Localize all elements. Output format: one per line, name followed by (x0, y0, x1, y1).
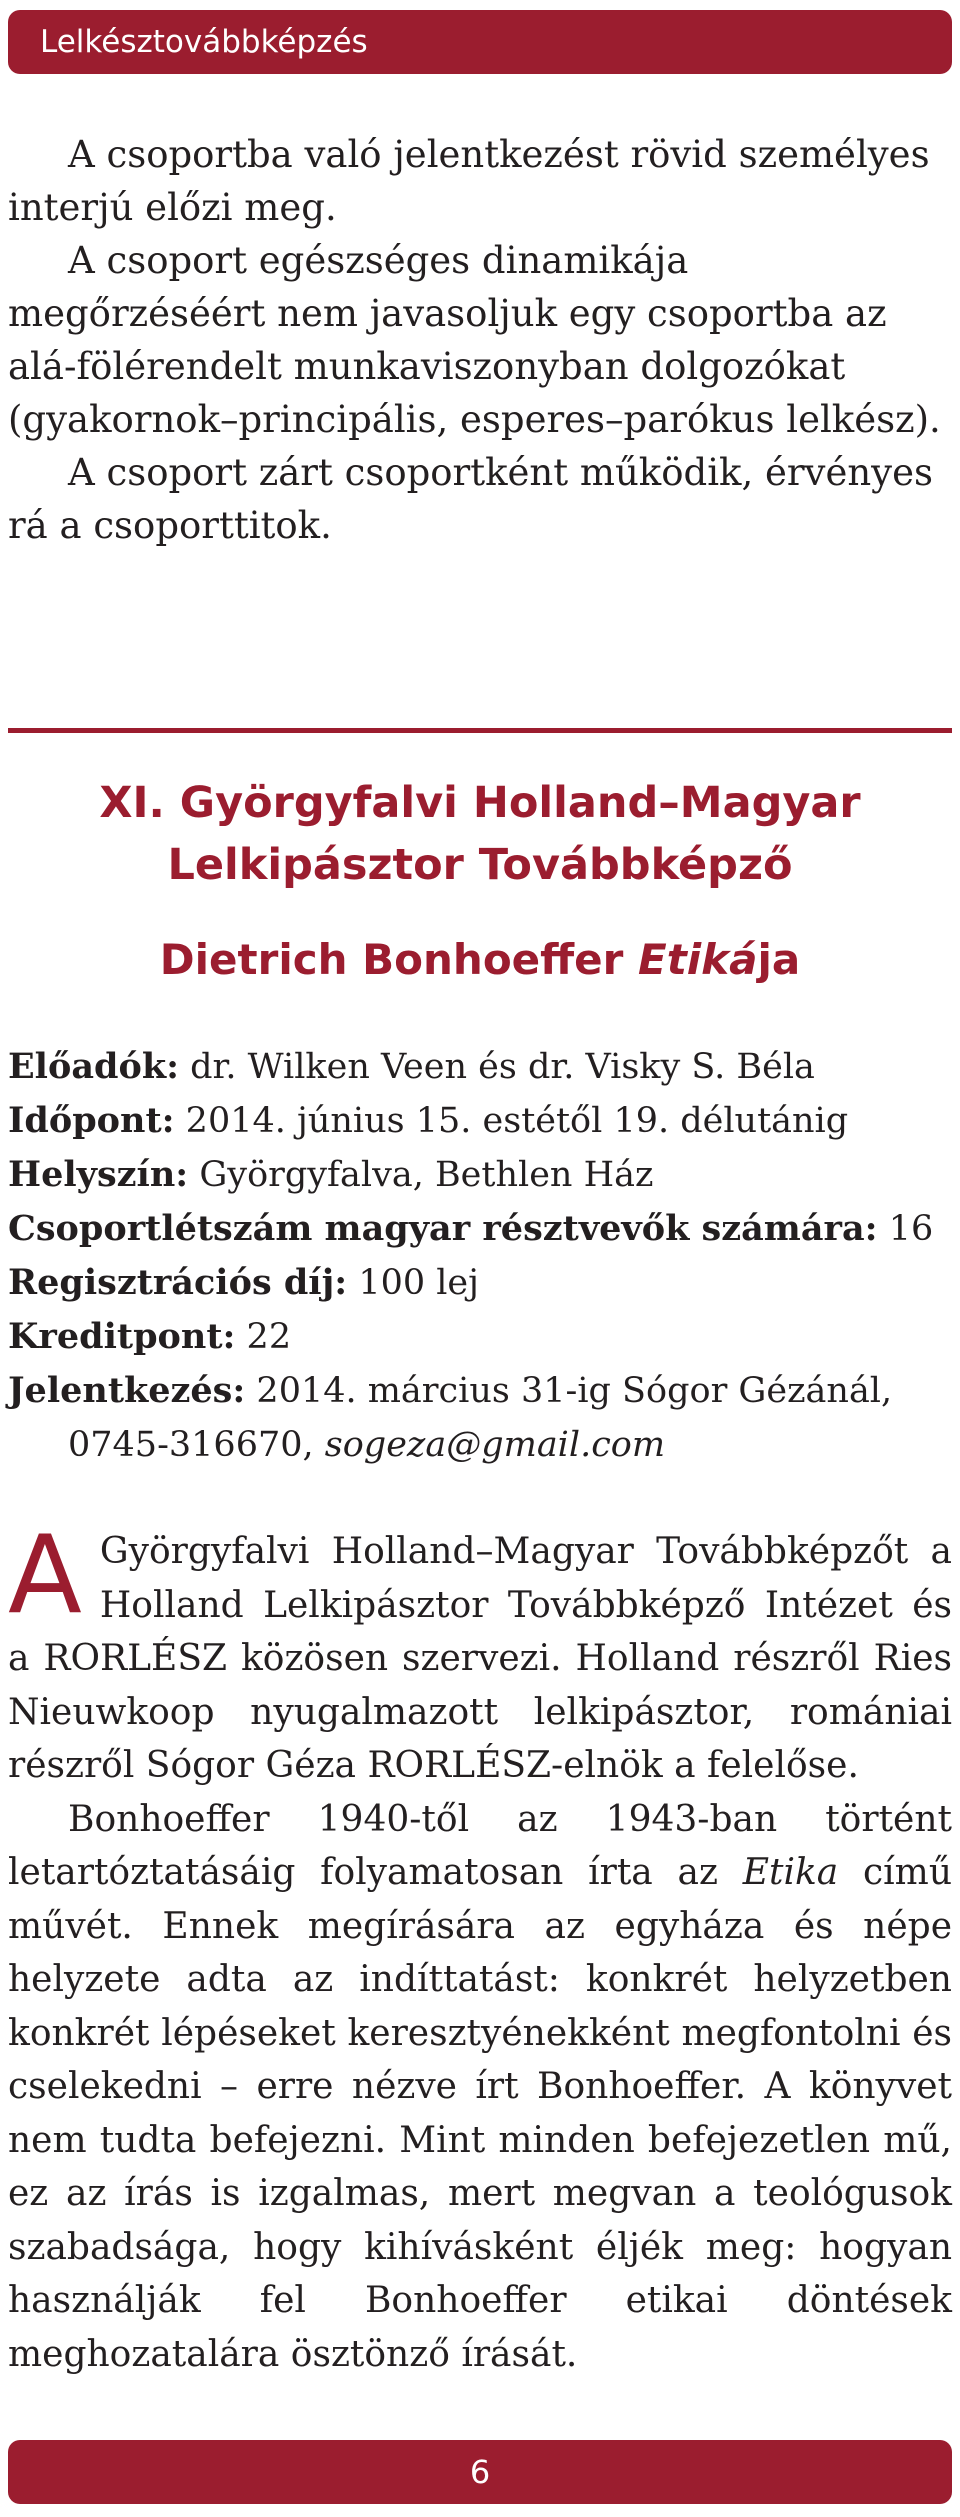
section-heading-line: Lelkipásztor Továbbképző (167, 840, 793, 890)
header-title: Lelkésztovábbképzés (40, 24, 368, 60)
info-label: Helyszín: (8, 1154, 189, 1195)
intro-paragraph: A csoport zárt csoportként működik, érvényes rá a csoporttitok. (8, 451, 933, 547)
section-subheading (0, 930, 960, 990)
subheading-main: Dietrich Bonhoeffer (159, 935, 638, 984)
info-label: Időpont: (8, 1100, 175, 1141)
info-label: Jelentkezés: (8, 1370, 246, 1411)
section-heading-line: XI. Györgyfalvi Holland–Magyar (99, 778, 861, 828)
section-divider (8, 728, 952, 733)
intro-text (8, 128, 952, 552)
drop-cap: A (8, 1513, 82, 1638)
info-value: Györgyfalva, Bethlen Ház (188, 1155, 654, 1195)
info-row-eloadok (8, 1040, 952, 1094)
info-row-helyszin (8, 1148, 952, 1202)
info-label: Kreditpont: (8, 1316, 236, 1357)
contact-email: sogeza@gmail.com (324, 1425, 666, 1465)
page-number: 6 (469, 2453, 491, 2491)
header-bar (8, 10, 952, 74)
body-paragraph-text: Bonhoeffer 1940-től az 1943-ban történt letartóztatásáig folyamatosan írta az (8, 1798, 952, 1893)
footer-bar (8, 2440, 952, 2504)
intro-paragraph: A csoport egészséges dinamikája megőrzéséért nem javasoljuk egy csoportba az alá-fölérendelt munkaviszonyban dolgozókat (gyakornok–principális, esperes–parókus lelkész). (8, 239, 941, 441)
subheading-italic: Etiká (638, 935, 758, 984)
subheading-suffix: ja (757, 935, 801, 984)
info-row-jelentkezes (8, 1364, 952, 1418)
info-value: dr. Wilken Veen és dr. Visky S. Béla (178, 1047, 815, 1087)
event-info (8, 1040, 952, 1472)
contact-phone: 0745-316670, (68, 1425, 325, 1465)
info-row-csoportletszam (8, 1202, 952, 1256)
intro-paragraph: A csoportba való jelentkezést rövid személyes interjú előzi meg. (8, 133, 930, 229)
body-text (8, 1513, 953, 2381)
info-row-kreditpont (8, 1310, 952, 1364)
info-label: Regisztrációs díj: (8, 1262, 348, 1303)
info-value: 2014. június 15. estétől 19. délutánig (174, 1101, 849, 1141)
info-row-regisztracios-dij (8, 1256, 952, 1310)
body-paragraph (8, 1793, 952, 2382)
body-emphasis: Etika (742, 1852, 839, 1893)
body-paragraph-text: Györgyfalvi Holland–Magyar Továbbképzőt a Holland Lelkipásztor Továbbképző Intézet és a RORLÉSZ közösen szervezi. Holland részről Ries Nieuwkoop nyugalmazott lelkipásztor, romániai részről Sógor Géza RORLÉSZ-elnök a felelőse. (8, 1531, 952, 1786)
info-row-idopont (8, 1094, 952, 1148)
body-paragraph-text: című művét. Ennek megírására az egyháza és népe helyzete adta az indíttatást: konkrét helyzetben konkrét lépéseket keresztyénekként megfontolni és cselekedni – erre nézve írt Bonhoeffer. A könyvet nem tudta befejezni. Mint minden befejezetlen mű, ez az írás is izgalmas, mert megvan a teológusok szabadsága, hogy kihívásként éljék meg: hogyan használják fel Bonhoeffer etikai döntések meghozatalára ösztönző írását. (8, 1852, 953, 2375)
info-value: 2014. március 31-ig Sógor Gézánál, (245, 1371, 893, 1411)
info-row-contact (8, 1418, 952, 1472)
section-heading (0, 772, 960, 896)
info-value: 16 (877, 1209, 934, 1249)
info-label: Csoportlétszám magyar résztvevők számára: (8, 1208, 878, 1249)
info-value: 22 (235, 1317, 292, 1357)
info-label: Előadók: (8, 1046, 179, 1087)
body-paragraph (8, 1513, 952, 1793)
info-value: 100 lej (347, 1263, 480, 1303)
